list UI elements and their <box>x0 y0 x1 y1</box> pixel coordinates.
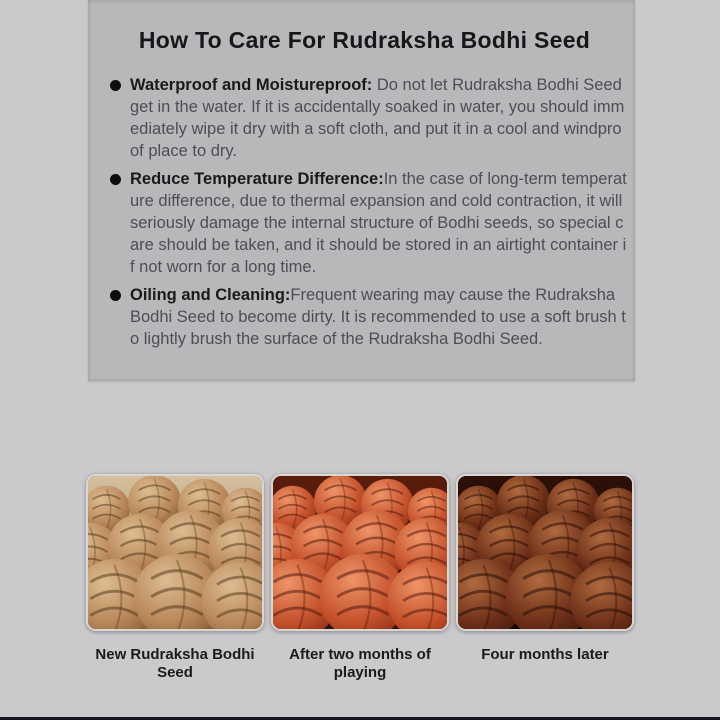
bullet-icon <box>110 80 121 91</box>
caption-two-months: After two months of playing <box>289 646 431 681</box>
photo-captions-row <box>86 646 634 682</box>
tip-label: Waterproof and Moistureproof: <box>130 76 377 94</box>
tip-text: In the case of long-term temperature difference, due to thermal expansion and cold contraction, it will seriously damage the internal structure of Bodhi seeds, so special care should be taken, and it should be stored in an airtight container if not worn for a long time. <box>130 170 627 276</box>
caption-four-months: Four months later <box>481 646 609 663</box>
bullet-icon <box>110 290 121 301</box>
bullet-icon <box>110 174 121 185</box>
list-item <box>110 74 629 162</box>
tip-text: Do not let Rudraksha Bodhi Seed get in the water. If it is accidentally soaked in water, you should immediately wipe it dry with a soft cloth, and put it in a cool and windproof place to dry. <box>130 76 625 160</box>
photo-new-rudraksha-seed <box>86 474 264 631</box>
list-item <box>110 284 629 350</box>
care-tips-list <box>110 74 629 350</box>
list-item <box>110 168 629 278</box>
care-instructions-panel <box>88 0 635 381</box>
tip-temperature <box>130 168 629 278</box>
seed-aging-photo-strip <box>86 474 634 631</box>
tip-label: Oiling and Cleaning: <box>130 286 291 304</box>
tip-waterproof <box>130 74 629 162</box>
tip-text: Frequent wearing may cause the Rudraksha Bodhi Seed to become dirty. It is recommended to use a soft brush to lightly brush the surface of the Rudraksha Bodhi Seed. <box>130 286 626 348</box>
tip-label: Reduce Temperature Difference: <box>130 170 384 188</box>
photo-four-months-later <box>456 474 634 631</box>
photo-two-months-later <box>271 474 449 631</box>
caption-new-seed: New Rudraksha Bodhi Seed <box>95 646 255 681</box>
tip-oiling <box>130 284 629 350</box>
page-title: How To Care For Rudraksha Bodhi Seed <box>138 27 591 53</box>
